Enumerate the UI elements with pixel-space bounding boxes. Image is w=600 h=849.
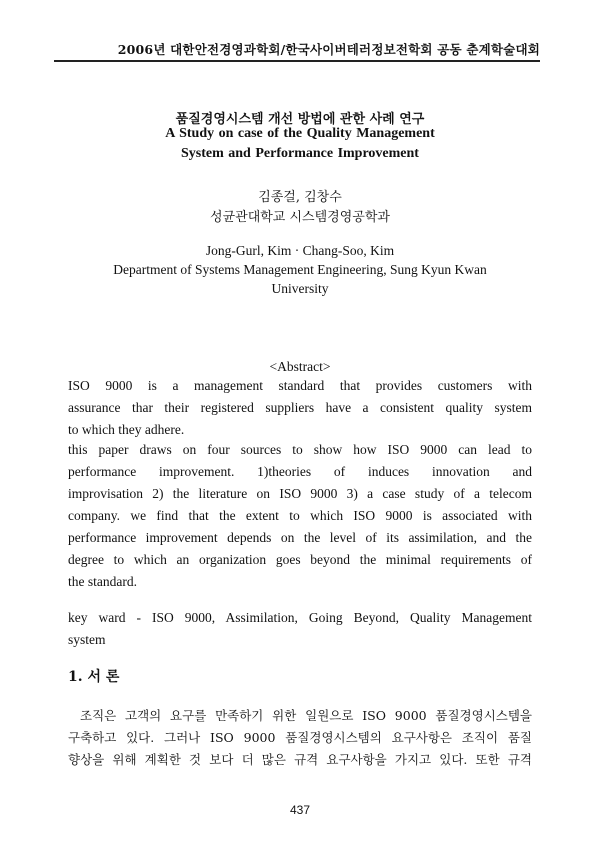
abstract-line: ISO 9000 is a management standard that provides customers with [68,378,532,393]
abstract-line: this paper draws on four sources to show how ISO 9000 can lead to [68,442,532,457]
keywords-line2: system [68,632,106,647]
running-header: 2006년 대한안전경영과학회/한국사이버테러정보전학회 공동 춘계학술대회 [117,42,540,57]
keywords-line1: key ward - ISO 9000, Assimilation, Going Beyond, Quality Management [68,610,532,625]
title-english-line1: A Study on case of the Quality Management [165,126,435,141]
affiliation-english-line1: Department of Systems Management Engineering, Sung Kyun Kwan [113,262,487,277]
abstract-heading: <Abstract> [269,359,331,374]
authors-english: Jong-Gurl, Kim · Chang-Soo, Kim [205,243,395,258]
abstract-line: to which they adhere. [68,422,185,437]
section-heading-introduction: 1. 서 론 [68,669,120,685]
title-english-line2: System and Performance Improvement [181,146,419,161]
abstract-line: assurance thar their registered suppliers have a consistent quality system [68,400,532,415]
body-line: 조직은 고객의 요구를 만족하기 위한 일원으로 ISO 9000 품질경영시스템을 [80,708,532,723]
header-rule [54,60,540,62]
body-line: 구축하고 있다. 그러나 ISO 9000 품질경영시스템의 요구사항은 조직이 품질 [68,730,532,745]
abstract-line: company. we find that the extent to which ISO 9000 is associated with [68,508,532,523]
page-number: 437 [289,803,311,817]
abstract-line: improvisation 2) the literature on ISO 9000 3) a case study of a telecom [68,486,532,501]
body-line: 향상을 위해 계획한 것 보다 더 많은 규격 요구사항을 가지고 있다. 또한 규격 [68,752,532,767]
affiliation-english-line2: University [271,281,329,296]
abstract-line: performance improvement depends on the level of its assimilation, and the [68,530,532,545]
title-korean: 품질경영시스템 개선 방법에 관한 사례 연구 [175,112,425,127]
abstract-line: performance improvement. 1)theories of induces innovation and [68,464,532,479]
abstract-line: degree to which an organization goes beyond the minimal requirements of [68,552,532,567]
abstract-line: the standard. [68,574,137,589]
authors-korean: 김종걸, 김창수 [258,190,342,205]
affiliation-korean: 성균관대학교 시스템경영공학과 [210,210,390,225]
